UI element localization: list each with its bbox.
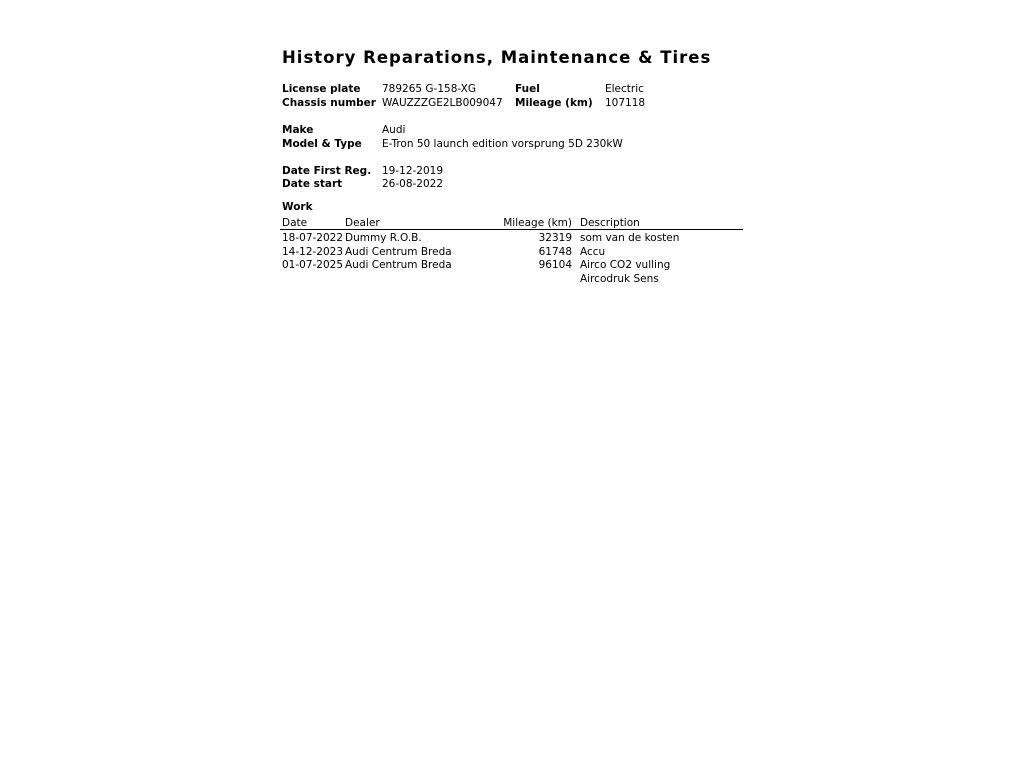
page-title: History Reparations, Maintenance & Tires: [282, 48, 712, 67]
chassis-number-value: WAUZZZGE2LB009047: [382, 97, 503, 109]
column-header-date: Date: [282, 217, 308, 229]
row-dealer: Dummy R.O.B.: [345, 232, 422, 244]
row-dealer: Audi Centrum Breda: [345, 259, 452, 272]
column-header-mileage: Mileage (km): [503, 217, 572, 229]
table-row: [282, 273, 744, 287]
row-mileage: 32319: [538, 232, 572, 244]
make-value: Audi: [382, 124, 406, 136]
table-row: [282, 246, 744, 260]
row-description: som van de kosten: [580, 232, 680, 244]
make-label: Make: [282, 124, 314, 136]
mileage-label: Mileage (km): [515, 97, 593, 109]
row-description: Accu: [580, 245, 606, 258]
row-description: Airco CO2 vulling: [580, 259, 671, 272]
column-header-dealer: Dealer: [345, 217, 380, 229]
fuel-value: Electric: [605, 83, 644, 95]
work-section-label: Work: [282, 201, 313, 213]
date-start-label: Date start: [282, 178, 343, 190]
row-date: 18-07-2022: [282, 232, 344, 244]
row-mileage: 96104: [538, 259, 572, 272]
table-row: [282, 232, 744, 246]
table-row: [282, 259, 744, 273]
work-table: [282, 217, 744, 285]
date-first-reg-value: 19-12-2019: [382, 165, 444, 177]
work-table-body: [282, 232, 744, 287]
chassis-number-label: Chassis number: [282, 97, 376, 109]
work-table-header: [280, 217, 743, 230]
license-plate-value: 789265 G-158-XG: [382, 83, 476, 95]
row-date: 01-07-2025: [282, 259, 344, 272]
fuel-label: Fuel: [515, 83, 540, 95]
model-type-label: Model & Type: [282, 138, 362, 150]
row-dealer: Audi Centrum Breda: [345, 245, 452, 258]
date-start-value: 26-08-2022: [382, 178, 444, 190]
column-header-description: Description: [580, 217, 640, 229]
row-description: Aircodruk Sens: [580, 273, 659, 286]
row-date: 14-12-2023: [282, 245, 344, 258]
mileage-value: 107118: [605, 97, 646, 109]
date-first-reg-label: Date First Reg.: [282, 165, 372, 177]
row-mileage: 61748: [538, 245, 572, 258]
license-plate-label: License plate: [282, 83, 361, 95]
model-type-value: E-Tron 50 launch edition vorsprung 5D 230kW: [382, 138, 623, 150]
